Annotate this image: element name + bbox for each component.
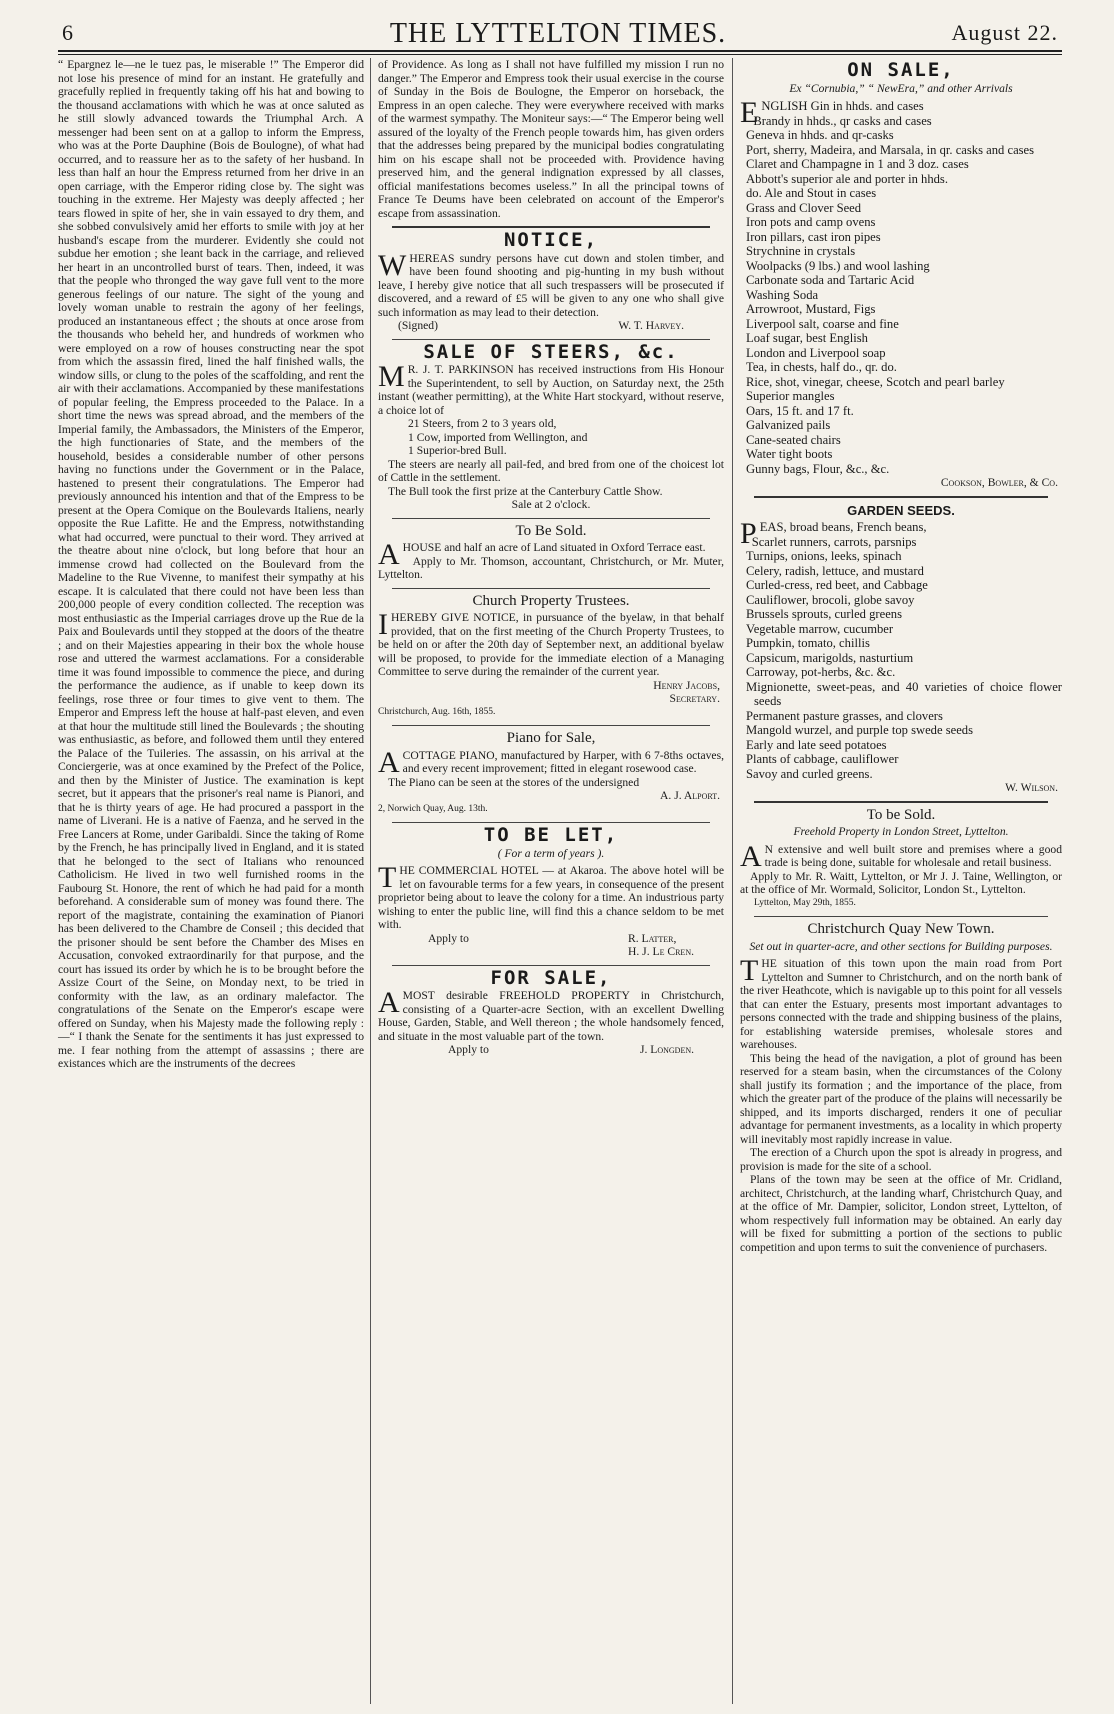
list-item: Woolpacks (9 lbs.) and wool lashing xyxy=(746,258,930,273)
drop-cap: A xyxy=(378,986,400,1019)
list-item: Galvanized pails xyxy=(746,418,831,432)
ad-signer: W. T. Harvey. xyxy=(618,319,684,332)
list-item: Mignionette, sweet-peas, and 40 varieties of choice flower seeds xyxy=(746,679,1062,708)
ad-agent: H. J. Le Cren. xyxy=(628,945,694,958)
drop-cap: A xyxy=(378,538,400,571)
ad-heading: GARDEN SEEDS. xyxy=(847,502,955,518)
list-item: Washing Soda xyxy=(746,287,819,302)
drop-cap: I xyxy=(378,608,388,641)
list-item: Cauliflower, brocoli, globe savoy xyxy=(746,592,915,607)
section-rule xyxy=(392,518,710,519)
section-rule xyxy=(754,801,1048,803)
ad-dateline: Christchurch, Aug. 16th, 1855. xyxy=(378,706,496,717)
column-1-article xyxy=(58,58,364,1704)
section-rule xyxy=(392,725,710,726)
ad-body: R. J. T. PARKINSON has received instructions from His Honour the Superintendent, to sell by Auction, on Saturday next, the 25th instant (weather permitting), at the White Hart stockyard, without reserve, a choice lot of xyxy=(378,363,724,417)
hotel-ad xyxy=(378,824,724,959)
ad-signer-role: Secretary. xyxy=(669,692,720,705)
ad-heading: Piano for Sale, xyxy=(506,730,596,746)
section-rule xyxy=(392,226,710,228)
ad-heading: TO BE LET, xyxy=(483,824,619,846)
section-rule xyxy=(392,588,710,589)
list-item: Carroway, pot-herbs, &c. &c. xyxy=(746,665,896,679)
ad-body: HOUSE and half an acre of Land situated in Oxford Terrace east. xyxy=(402,541,706,554)
ad-heading: FOR SALE, xyxy=(490,966,612,989)
article-text: “ Epargnez le—ne le tuez pas, le miserable !” The Emperor did not lose his presence of mind for an instant. He gratefully and gracefully replied in frequently taking off his hat and bowing to the thousand acclamations with which he was at once saluted as he still slowly advanced towards the Triumphal Arch. A messenger had been sent on at a gallop to inform the Empress, who was at the Porte Dauphine (Bois de Boulogne), of what had occurred, and to reassure her as to the safety of her husband. In less than half an hour the Empress returned from her drive in an open carriage, with the Emperor riding close by. The sight was touching in the extreme. Her Majesty was deeply affected ; her tears flowed in spite of her, she in vain essayed to dry them, and she sobbed convulsively amid her efforts to smile with joy at her husband's escape from the murderer. Evidently she could not subdue her emotion ; she leant back in the carriage, and relieved her heart in an uncontrolled burst of tears. Then, indeed, it was that the people who thronged the way gave full vent to the more generous feelings of our nature. The sight of the young and lovely woman unable to restrain the agony of her feelings, produced an instantaneous effect ; the shouts at once arose from the thousands who beheld her, and hundreds of workmen who were employed on a row of houses constructing near the spot from which the assassin fired, lined the half finished walls, the window sills, or clung to the poles of the scaffolding, and rent the air with their acclamations. Accompanied by these manifestations of popular feeling, the Empress proceeded to the Palace. In a short time the news was spread abroad, and the members of the Imperial family, the Ambassadors, the Ministers of the Emperor, the high functionaries of State, and the members of the household, besides a considerable number of other persons having no functions under the Government or in the Palace, hastened to present their congratulations. The Emperor had previously announced his intention and that of the Empress to be present at the Opera Comique on the Boulevards Italiens, nearly opposite the Rue Lafitte. He and the Empress, notwithstanding what had occurred, were punctual to their word. They arrived at the theatre about nine o'clock, but long before that hour an immense crowd had collected on the Boulevard from the Madeline to the Rue Vivenne, to manifest their sympathy at his escape. It is calculated that there could not have been less than 200,000 people of every condition collected. The reception was most enthusiastic as the Imperial carriages drove up the Rue de la Paix and Boulevards until they stopped at the doors of the theatre ; and on their Majesties appearing in their box the whole house rose and uttered the warmest acclamations. For a considerable time it was found impossible to commence the piece, and during the performance the audience, as if unable to keep down its feelings, rose three or four times to give vent to them. The Emperor and Empress left the house at half-past eleven, and even at that hour the multitude still lined the Boulevards ; the shouting was enthusiastic, as before, and followed them until they entered the Palace of the Tuileries. The assassin, on his arrival at the Conciergerie, was at once examined by the Prefect of the Police, and then by the Minister of Justice. The examination is kept secret, but it appears that the prisoner's real name is Pianori, and that he is thirty years of age. He had procured a passport in the name of Liverani. He is a native of Faenza, and he served in the Free Lancers at Rome, under Garibaldi. Since the taking of Rome by the French, he has principally lived in England, and it is stated that he belonged to the sect of Italians who renounced Catholicism. He lived in two well furnished rooms in the Faubourg St. Honore, the rent of which he had paid for a month beforehand. A considerable sum of money was found there. The report of the magistrate, containing the examination of Pianori has been delivered to the Chambre de Conseil ; this decided that the prisoner should be sent before the Chamber des Mises en Accusation, convoked extraordinarily for that purpose, and the court has issued its order by which he is to be brought before the Assize Court of the Seine, on Monday next, to be tried in conformity with the law, as an ordinary malefactor. The congratulations of the Senate on the Emperor's escape were offered on Sunday, when his Majesty made the following reply :—“ I thank the Senate for the sentiments it has just expressed to me. I fear nothing from the attempt of assassins ; there are existances which are the instruments of the decrees xyxy=(58,58,364,1070)
ad-body: COTTAGE PIANO, manufactured by Harper, with 6 7-8ths octaves, and every recent improvement; fitted in elegant rosewood case. xyxy=(402,748,724,775)
ad-paragraph: The Bull took the first prize at the Canterbury Cattle Show. xyxy=(388,484,663,498)
drop-cap: M xyxy=(378,360,405,393)
issue-date: August 22. xyxy=(951,20,1058,45)
list-item: do. Ale and Stout in cases xyxy=(746,186,877,200)
piano-ad xyxy=(378,732,724,816)
list-item: Abbott's superior ale and porter in hhds. xyxy=(746,171,948,186)
list-item: Savoy and curled greens. xyxy=(746,766,873,781)
sale-time: Sale at 2 o'clock. xyxy=(511,498,591,511)
article-continuation: of Providence. As long as I shall not have fulfilled my mission I run no danger.” The Emperor and Empress took their usual exercise in the course of Sunday in the Bois de Boulogne, the Emperor on horseback, the Empress in an open caleche. They were everywhere received with marks of the warmest sympathy. The Moniteur says:—“ The Emperor being well assured of the loyalty of the French people towards him, has given orders that the addresses being prepared by the municipal bodies congratulating him on his escape shall not be proceeded with. Providence having preserved him, and the general indignation expressed by all classes, official manifestations becomes useless.” In all the principal towns of France Te Deums have been celebrated on account of the Emperor's escape from assassination. xyxy=(378,58,724,220)
ad-heading: Christchurch Quay New Town. xyxy=(807,921,995,937)
ad-dateline: 2, Norwich Quay, Aug. 13th. xyxy=(378,803,488,814)
ad-signer: A. J. Alport. xyxy=(660,789,720,802)
ad-heading: SALE OF STEERS, &c. xyxy=(423,340,679,363)
list-item: Rice, shot, vinegar, cheese, Scotch and pearl barley xyxy=(746,374,1005,389)
ad-subheading: Set out in quarter-acre, and other sections for Building purposes. xyxy=(749,939,1053,953)
steers-ad xyxy=(378,340,724,512)
ad-body: HE COMMERCIAL HOTEL — at Akaroa. The above hotel will be let on favourable terms for a few years, in consequence of the present proprietor being about to leave the colony for a time. An industrious party wishing to enter the public line, will find this a chance seldom to be met with. xyxy=(378,864,724,931)
onsale-ad xyxy=(740,59,1062,490)
list-item: Cane-seated chairs xyxy=(746,432,841,447)
drop-cap: W xyxy=(378,248,407,282)
section-rule xyxy=(754,496,1048,498)
signed-label: (Signed) xyxy=(398,319,438,332)
ad-paragraph: The Piano can be seen at the stores of the undersigned xyxy=(388,775,640,789)
list-item: Iron pillars, cast iron pipes xyxy=(746,229,881,244)
apply-label: Apply to xyxy=(428,931,469,945)
house-ad xyxy=(378,522,724,582)
section-rule xyxy=(392,822,710,823)
list-item: Tea, in chests, half do., qr. do. xyxy=(746,360,897,374)
list-item: Vegetable marrow, cucumber xyxy=(746,621,894,636)
list-item: Gunny bags, Flour, &c., &c. xyxy=(746,461,890,476)
ad-body: MOST desirable FREEHOLD PROPERTY in Christchurch, consisting of a Quarter-acre Section, with an excellent Dwelling House, Garden, Stable, and Well thereon ; the whole handsomely fenced, and situate in the most valuable part of the town. xyxy=(378,989,724,1043)
seeds-list xyxy=(740,517,1062,781)
store-ad xyxy=(740,806,1062,911)
list-item: Mangold wurzel, and purple top swede seeds xyxy=(746,723,973,737)
ad-paragraph: The steers are nearly all pail-fed, and bred from one of the choicest lot of Cattle in the settlement. xyxy=(378,457,724,484)
drop-cap: A xyxy=(740,839,762,873)
ad-subheading: Freehold Property in London Street, Lyttelton. xyxy=(793,825,1009,838)
header-rule xyxy=(58,50,1062,52)
ad-body: N extensive and well built store and premises where a good trade is being done, suitable for wholesale and retail business. xyxy=(764,842,1062,869)
section-rule xyxy=(392,965,710,966)
ad-body: HEREBY GIVE NOTICE, in pursuance of the byelaw, in that behalf provided, that on the first meeting of the Church Property Trustees, to be held on or after the 20th day of September next, an additional byelaw will be proposed, to provide for the immediate election of a Managing Committee to serve during the remainder of the current year. xyxy=(378,611,724,678)
list-item: Brandy in hhds., qr casks and cases xyxy=(753,113,932,128)
list-item: Permanent pasture grasses, and clovers xyxy=(746,708,943,723)
garden-seeds-ad xyxy=(740,504,1062,795)
list-item: Superior mangles xyxy=(746,389,835,403)
ad-dateline: Lyttelton, May 29th, 1855. xyxy=(754,897,856,908)
ad-heading: ON SALE, xyxy=(847,59,955,81)
ad-paragraph: This being the head of the navigation, a plot of ground has been reserved for a steam basin, when the circumstances of the Colony shall justify its formation ; and the importance of the place, from which the greater part of the produce of the plains will necessarily be shipped, and its imports discharged, renders it one of peculiar advantage for permanent investments, as a locality in which property will inevitably most rapidly increase in value. xyxy=(740,1051,1062,1146)
column-2 xyxy=(378,58,724,1704)
list-item: London and Liverpool soap xyxy=(746,345,886,360)
list-item: Water tight boots xyxy=(746,447,833,461)
forsale-ad xyxy=(378,966,724,1057)
list-item: Capsicum, marigolds, nasturtium xyxy=(746,650,914,665)
list-item: Port, sherry, Madeira, and Marsala, in qr. casks and cases xyxy=(746,142,1035,157)
drop-cap: E xyxy=(740,96,759,129)
section-rule xyxy=(754,916,1048,917)
list-item: Strychnine in crystals xyxy=(746,244,856,258)
list-item: Arrowroot, Mustard, Figs xyxy=(746,302,876,316)
lot-item: 1 Cow, imported from Wellington, and xyxy=(408,430,588,444)
page-number: 6 xyxy=(62,20,73,45)
ad-signer: Henry Jacobs, xyxy=(653,678,720,692)
list-item: Early and late seed potatoes xyxy=(746,737,887,752)
church-ad xyxy=(378,592,724,720)
ad-body: HEREAS sundry persons have cut down and stolen timber, and have been found shooting and pig-hunting in my bush without leave, I hereby give notice that all such trespassers will be prosecuted if discovered, and a reward of £5 will be given to any one who shall give such information as may lead to their detection. xyxy=(378,251,724,319)
list-item: Grass and Clover Seed xyxy=(746,200,862,215)
list-item: Curled-cress, red beet, and Cabbage xyxy=(746,578,928,592)
drop-cap: P xyxy=(740,517,757,550)
list-item: Plants of cabbage, cauliflower xyxy=(746,752,899,766)
list-item: Claret and Champagne in 1 and 3 doz. cases xyxy=(746,157,969,171)
quay-ad xyxy=(740,923,1062,1254)
notice-ad xyxy=(378,229,724,333)
goods-list xyxy=(740,96,1062,476)
ad-body: HE situation of this town upon the main road from Port Lyttelton and Sumner to Christchurch, and on the north bank of the river Heathcote, which is navigable up to this point for all vessels that can enter the Estuary, presents most important advantages to persons connected with the trade and shipping business of the plains, for establishing waterside premises, wholesale stores and warehouses. xyxy=(740,957,1062,1051)
ad-heading: Church Property Trustees. xyxy=(472,592,630,609)
ad-heading: To Be Sold. xyxy=(515,522,587,539)
ad-apply: Apply to Mr. Thomson, accountant, Christchurch, or Mr. Muter, Lyttelton. xyxy=(378,554,724,581)
list-item: Iron pots and camp ovens xyxy=(746,215,876,229)
drop-cap: A xyxy=(378,745,400,779)
ad-signer: Cookson, Bowler, & Co. xyxy=(940,476,1058,489)
drop-cap: T xyxy=(740,954,759,987)
list-item: Pumpkin, tomato, chillis xyxy=(746,636,870,650)
lot-item: 21 Steers, from 2 to 3 years old, xyxy=(408,417,557,430)
newspaper-title: THE LYTTELTON TIMES. xyxy=(389,18,727,49)
lot-item: 1 Superior-bred Bull. xyxy=(408,444,507,457)
list-item: Geneva in hhds. and qr-casks xyxy=(746,128,894,142)
drop-cap: T xyxy=(378,861,397,894)
ad-paragraph: The erection of a Church upon the spot is already in progress, and provision is made for the site of a school. xyxy=(740,1146,1062,1173)
list-item: Oars, 15 ft. and 17 ft. xyxy=(746,403,854,418)
list-item: Celery, radish, lettuce, and mustard xyxy=(746,563,924,578)
list-item: Scarlet runners, carrots, parsnips xyxy=(751,534,917,549)
ad-heading: NOTICE, xyxy=(503,229,599,251)
list-item: NGLISH Gin in hhds. and cases xyxy=(761,99,924,113)
column-3 xyxy=(740,58,1062,1704)
list-item: Liverpool salt, coarse and fine xyxy=(746,316,899,331)
ad-subheading: Ex “Cornubia,” “ NewEra,” and other Arrivals xyxy=(789,81,1013,95)
section-rule xyxy=(392,339,710,340)
ad-subheading: ( For a term of years ). xyxy=(497,846,605,860)
ad-apply: Apply to Mr. R. Waitt, Lyttelton, or Mr J. J. Taine, Wellington, or at the office of Mr. Wormald, Solicitor, London St., Lyttelton. xyxy=(740,869,1062,896)
list-item: Loaf sugar, best English xyxy=(746,331,868,345)
ad-agent: J. Longden. xyxy=(639,1043,694,1056)
list-item: EAS, broad beans, French beans, xyxy=(759,520,927,534)
ad-agent: R. Latter, xyxy=(628,931,677,945)
header-rule-thin xyxy=(58,54,1062,55)
list-item: Brussels sprouts, curled greens xyxy=(746,607,902,621)
ad-signer: W. Wilson. xyxy=(1005,781,1058,794)
masthead xyxy=(58,18,1058,48)
apply-label: Apply to xyxy=(448,1043,489,1056)
column-divider xyxy=(732,58,733,1704)
ad-heading: To be Sold. xyxy=(866,806,936,823)
ad-paragraph: Plans of the town may be seen at the office of Mr. Cridland, architect, Christchurch, at the landing wharf, Christchurch Quay, and at the office of Mr. Dampier, solicitor, London street, Lyttelton, of whom respectively full information may be obtained. An early day will be fixed for submitting a portion of the sections to public competition and upon terms to suit the convenience of purchasers. xyxy=(740,1173,1062,1254)
list-item: Turnips, onions, leeks, spinach xyxy=(746,549,902,563)
column-divider xyxy=(370,58,371,1704)
list-item: Carbonate soda and Tartaric Acid xyxy=(746,273,915,287)
